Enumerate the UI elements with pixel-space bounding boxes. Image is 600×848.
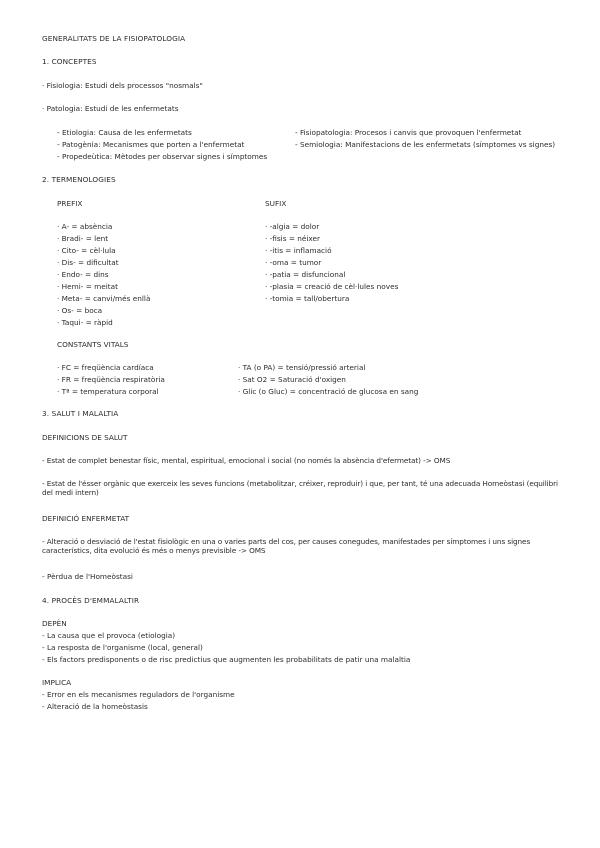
sufix-item: · -algia = dolor [265,222,320,231]
concept-propedeutica: - Propedeùtica: Mètodes per observar signes i símptomes [57,152,268,161]
constants-title: CONSTANTS VITALS [57,340,129,349]
enfermetat-definition-2: - Pèrdua de l'Homeòstasi [42,572,133,581]
concept-semiologia: - Semiologia: Manifestacions de les enfermetats (símptomes vs signes) [295,140,556,149]
concept-etiologia: - Etiologia: Causa de les enfermetats [57,128,192,137]
prefix-item: · Dis- = dificultat [57,258,119,267]
section-4-heading: 4. PROCÈS D'EMMALALTIR [42,596,140,605]
implica-item: - Error en els mecanismes reguladors de l'organisme [42,690,235,699]
prefix-item: · Endo- = dins [57,270,109,279]
implica-title: IMPLICA [42,678,72,687]
prefix-item: · Meta- = canvi/més enllà [57,294,151,303]
concept-patologia: · Patologia: Estudi de les enfermetats [42,104,179,113]
depen-item: - La resposta de l'organisme (local, general) [42,643,203,652]
prefix-item: · Bradi- = lent [57,234,109,243]
depen-item: - Els factors predisponents o de risc predictius que augmenten les probabilitats de patir una malaltia [42,655,411,664]
sufix-item: · -oma = tumor [265,258,322,267]
concept-fisiopatologia: - Fisiopatologia: Procesos i canvis que provoquen l'enfermetat [295,128,522,137]
salut-definition-1: - Estat de complet benestar físic, mental, espiritual, emocional i social (no només la absència d'efermetat) -> OMS [42,456,451,465]
def-salut-title: DEFINICIONS DE SALUT [42,433,128,442]
constant-item: · Sat O2 = Saturació d'oxigen [238,375,346,384]
prefix-item: · Cito- = cèl·lula [57,246,116,255]
prefix-title: PREFIX [57,199,83,208]
constant-item: · FC = freqüència cardíaca [57,363,154,372]
enfermetat-definition-1: - Alteració o desviació de l'estat fisiològic en una o varies parts del cos, per causes conegudes, manifestades per símptomes i uns signes característics, dita evolució és més o menys previsible -> OMS [42,537,531,556]
constant-item: · FR = freqüència respiratòria [57,375,165,384]
salut-definition-2: - Estat de l'ésser orgànic que exerceix les seves funcions (metabolitzar, créixer, reproduir) i que, per tant, té una adecuada Homeòstasi (equilibri del medi intern) [42,479,558,498]
concept-patogenia: - Patogènia: Mecanismes que porten a l'enfermetat [57,140,245,149]
prefix-item: · Taqui- = ràpid [57,318,113,327]
constant-item: · Tª = temperatura corporal [57,387,159,396]
section-2-heading: 2. TERMENOLOGIES [42,175,116,184]
sufix-item: · -fisis = néixer [265,234,320,243]
prefix-item: · Hemi- = meitat [57,282,118,291]
constant-item: · Glic (o Gluc) = concentració de glucosa en sang [238,387,419,396]
def-enfermetat-title: DEFINICIÓ ENFERMETAT [42,514,130,523]
sufix-item: · -itis = inflamació [265,246,332,255]
section-3-heading: 3. SALUT I MALALTIA [42,409,119,418]
concept-fisiologia: · Fisiologia: Estudi dels processos "nosmals" [42,81,203,90]
sufix-item: · -plasia = creació de cèl·lules noves [265,282,399,291]
sufix-item: · -patia = disfuncional [265,270,346,279]
depen-title: DEPÈN [42,619,67,628]
sufix-title: SUFIX [265,199,287,208]
prefix-item: · Os- = boca [57,306,103,315]
depen-item: - La causa que el provoca (etiologia) [42,631,176,640]
doc-title: GENERALITATS DE LA FISIOPATOLOGIA [42,34,186,43]
constant-item: · TA (o PA) = tensió/pressió arterial [238,363,366,372]
section-1-heading: 1. CONCEPTES [42,57,97,66]
prefix-item: · A- = absència [57,222,113,231]
sufix-item: · -tomia = tall/obertura [265,294,350,303]
implica-item: - Alteració de la homeòstasis [42,702,148,711]
